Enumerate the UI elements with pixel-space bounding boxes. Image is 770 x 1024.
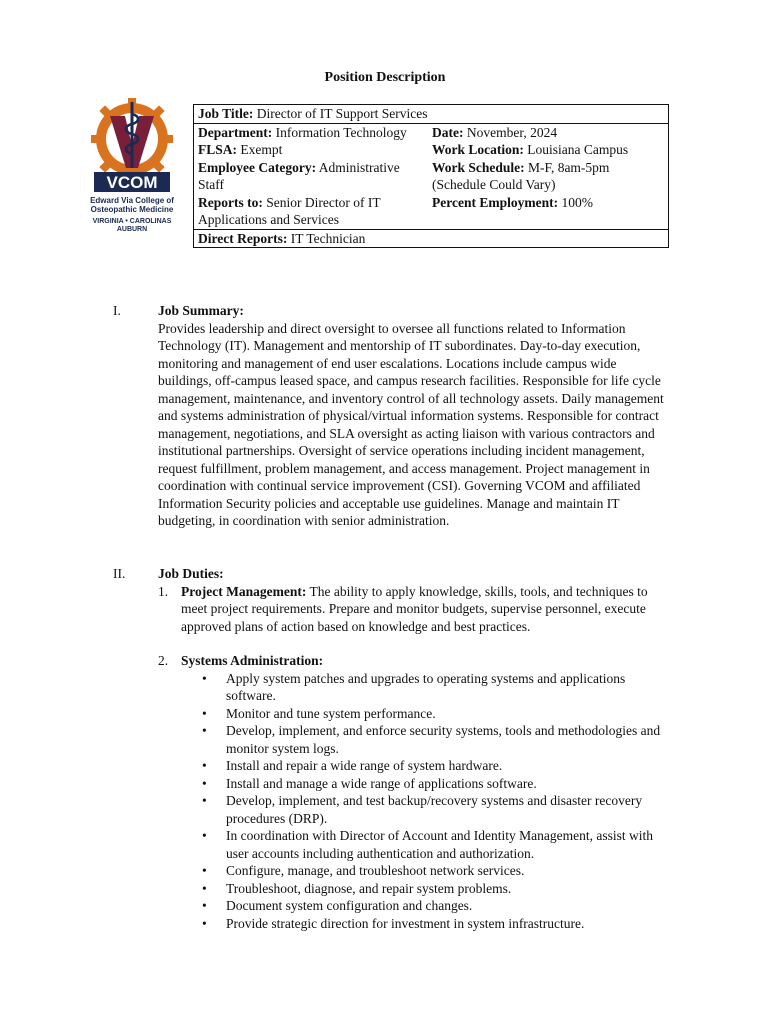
svg-text:VCOM: VCOM: [106, 173, 158, 192]
date: November, 2024: [466, 124, 558, 140]
logo-locations-1: VIRGINIA • CAROLINAS: [92, 218, 172, 225]
job-summary-heading: Job Summary:: [158, 303, 244, 318]
direct-reports: IT Technician: [290, 230, 366, 246]
work-schedule: M-F, 8am-5pm (Schedule Could Vary): [432, 159, 610, 192]
systems-admin-list: [181, 670, 668, 933]
work-location-cell: Work Location: Louisiana Campus: [422, 141, 669, 159]
list-item: • Provide strategic direction for investment in system infrastructure.: [202, 915, 585, 931]
reports-to: Senior Director of IT Applications and Services: [198, 194, 381, 227]
duty-number: 1.: [158, 583, 169, 599]
list-item: • Apply system patches and upgrades to operating systems and applications software.: [202, 670, 626, 703]
duty-item: [158, 583, 668, 636]
logo-line-2: Osteopathic Medicine: [90, 205, 174, 214]
duty-text: The ability to apply knowledge, skills, tools, and techniques to meet project requirements. Prepare and monitor budgets, supervise personnel, execute approved plans of action based on knowledge and best practices.: [181, 583, 648, 634]
work-schedule-cell: Work Schedule: M-F, 8am-5pm (Schedule Could Vary): [422, 159, 669, 194]
flsa: Exempt: [240, 142, 283, 157]
list-item: • Install and manage a wide range of applications software.: [202, 775, 537, 791]
employee-category-cell: Employee Category: Administrative Staff: [194, 159, 423, 194]
percent-employment-cell: Percent Employment: 100%: [422, 194, 669, 230]
duty-number: 2.: [158, 653, 169, 668]
job-summary-text: Provides leadership and direct oversight to oversee all functions related to Information Technology (IT). Management and mentorship of IT subordinates. Day-to-day execution, monitoring and management of end user escalations. Locations include campus wide buildings, off-campus leased space, and campus research facilities. Responsible for life cycle management, maintenance, and inventory control of all technology assets. Daily management and systems administration of physical/virtual information systems. Responsible for contract management, negotiations, and SLA oversight as acting liaison with various contractors and institutional partnerships. Oversight of service operations including incident management, request fulfillment, problem management, and access management. Project management in coordination with continual service improvement (CSI). Governing VCOM and affiliated Information Security policies and acceptable use guidelines. Manage and maintain IT budgeting, in coordination with senior administration.: [158, 320, 664, 528]
list-item: • Document system configuration and changes.: [202, 898, 473, 913]
list-item: • Install and repair a wide range of system hardware.: [202, 758, 503, 773]
date-cell: Date: November, 2024: [422, 123, 669, 141]
work-location: Louisiana Campus: [527, 142, 629, 157]
duty-title: Systems Administration:: [181, 653, 324, 668]
flsa-cell: FLSA: Exempt: [194, 141, 423, 159]
logo-text: [82, 196, 182, 234]
job-title-cell: Job Title: Director of IT Support Services: [194, 105, 669, 124]
page-title: Position Description: [324, 70, 446, 85]
list-item: • In coordination with Director of Account and Identity Management, assist with user accounts including authentication and authorization.: [202, 828, 654, 861]
list-item: • Develop, implement, and test backup/recovery systems and disaster recovery procedures (DRP).: [202, 793, 643, 826]
gear-emblem-icon: [91, 98, 173, 180]
job-title: Director of IT Support Services: [256, 106, 428, 121]
reports-to-cell: Reports to: Senior Director of IT Applications and Services: [194, 194, 423, 230]
department: Information Technology: [275, 124, 407, 140]
department-cell: Department: Information Technology: [194, 123, 423, 141]
section-numeral: I.: [113, 303, 121, 318]
direct-reports-cell: Direct Reports: IT Technician: [194, 229, 669, 248]
list-item: • Monitor and tune system performance.: [202, 705, 436, 721]
logo-line-1: Edward Via College of: [90, 196, 174, 205]
duty-title: Project Management:: [181, 583, 307, 599]
list-item: • Develop, implement, and enforce security systems, tools and methodologies and monitor system logs.: [202, 723, 661, 756]
duty-item: [158, 652, 668, 670]
list-item: • Troubleshoot, diagnose, and repair system problems.: [202, 880, 512, 896]
employee-category: Administrative Staff: [198, 159, 400, 192]
position-info-table: [193, 104, 669, 248]
percent-employment: 100%: [561, 194, 593, 210]
section-numeral: II.: [113, 566, 126, 581]
list-item: • Configure, manage, and troubleshoot network services.: [202, 863, 525, 878]
logo-locations-2: AUBURN: [116, 226, 148, 233]
job-duties-heading: Job Duties:: [158, 566, 224, 581]
